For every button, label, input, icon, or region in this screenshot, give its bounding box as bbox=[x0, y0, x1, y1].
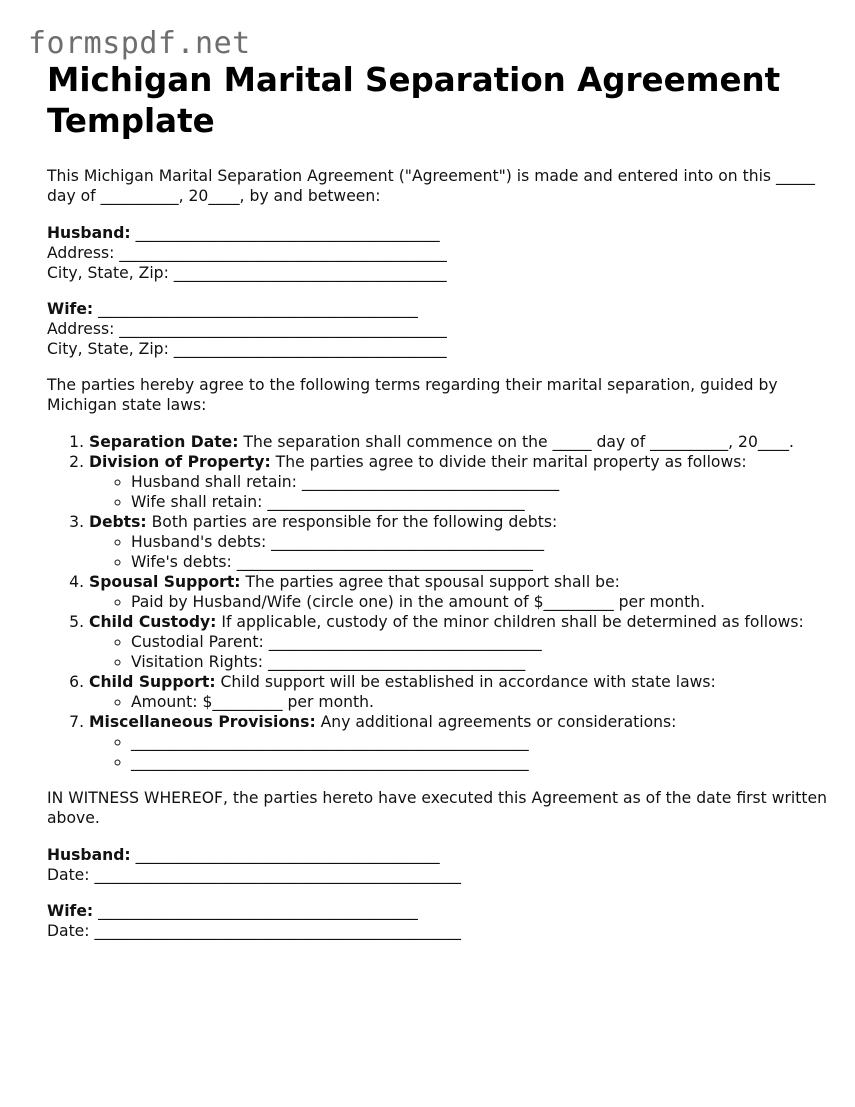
term-sublist bbox=[89, 632, 837, 672]
term-item bbox=[89, 712, 837, 772]
wife-signature-block bbox=[47, 901, 837, 941]
wife-date-line: Date: _______________________________________________ bbox=[47, 922, 461, 940]
term-item bbox=[89, 572, 837, 612]
term-sublist bbox=[89, 532, 837, 572]
term-item bbox=[89, 432, 837, 452]
term-subitem: ◦ Wife's debts: ______________________________________ bbox=[131, 552, 837, 572]
terms-list bbox=[47, 432, 837, 772]
witness-paragraph: IN WITNESS WHEREOF, the parties hereto have executed this Agreement as of the date first written above. bbox=[47, 789, 827, 827]
term-item bbox=[89, 612, 837, 672]
term-subitem: ◦ Visitation Rights: _________________________________ bbox=[131, 652, 837, 672]
term-text: The separation shall commence on the _____ day of __________, 20____. bbox=[238, 433, 795, 451]
term-subitem: ◦ Husband shall retain: _________________________________ bbox=[131, 472, 837, 492]
term-sublist bbox=[89, 692, 837, 712]
husband-signature-block bbox=[47, 845, 837, 885]
term-heading: Debts: bbox=[89, 513, 147, 531]
term-subitem: ◦ ___________________________________________________ bbox=[131, 732, 837, 752]
terms-intro-paragraph: The parties hereby agree to the following terms regarding their marital separation, guided by Michigan state laws: bbox=[47, 376, 778, 414]
term-subitem: ◦ Paid by Husband/Wife (circle one) in the amount of $_________ per month. bbox=[131, 592, 837, 612]
document-title: Michigan Marital Separation Agreement Template bbox=[47, 61, 781, 140]
term-text: Both parties are responsible for the following debts: bbox=[146, 513, 558, 531]
wife-info-block bbox=[47, 299, 837, 359]
term-heading: Miscellaneous Provisions: bbox=[89, 713, 316, 731]
term-item bbox=[89, 672, 837, 712]
wife-name-line bbox=[47, 299, 837, 319]
husband-address-line: Address: __________________________________________ bbox=[47, 244, 447, 262]
wife-address-line: Address: __________________________________________ bbox=[47, 320, 447, 338]
watermark: formspdf.net bbox=[28, 26, 251, 61]
term-subitem: ◦ Custodial Parent: ___________________________________ bbox=[131, 632, 837, 652]
document-body bbox=[47, 60, 837, 957]
term-sublist bbox=[89, 472, 837, 512]
husband-signature-line bbox=[47, 845, 837, 865]
wife-signature-line bbox=[47, 901, 837, 921]
term-text: If applicable, custody of the minor children shall be determined as follows: bbox=[216, 613, 804, 631]
wife-signature-blank: _________________________________________ bbox=[93, 902, 418, 920]
term-item bbox=[89, 452, 837, 512]
term-subitem: ◦ Wife shall retain: _________________________________ bbox=[131, 492, 837, 512]
term-text: Child support will be established in accordance with state laws: bbox=[215, 673, 716, 691]
term-subitem: ◦ Amount: $_________ per month. bbox=[131, 692, 837, 712]
wife-name-blank: _________________________________________ bbox=[93, 300, 418, 318]
term-subitem: ◦ ___________________________________________________ bbox=[131, 752, 837, 772]
term-item bbox=[89, 512, 837, 572]
husband-signature-blank: _______________________________________ bbox=[130, 846, 440, 864]
husband-info-block bbox=[47, 223, 837, 283]
term-text: The parties agree to divide their marital property as follows: bbox=[270, 453, 747, 471]
husband-signature-label: Husband: bbox=[47, 846, 131, 864]
wife-city-line: City, State, Zip: ___________________________________ bbox=[47, 340, 447, 358]
term-subitem: ◦ Husband's debts: ___________________________________ bbox=[131, 532, 837, 552]
term-sublist bbox=[89, 732, 837, 772]
husband-label: Husband: bbox=[47, 224, 131, 242]
husband-city-line: City, State, Zip: ___________________________________ bbox=[47, 264, 447, 282]
husband-date-line: Date: _______________________________________________ bbox=[47, 866, 461, 884]
term-heading: Separation Date: bbox=[89, 433, 239, 451]
wife-label: Wife: bbox=[47, 300, 94, 318]
term-text: The parties agree that spousal support shall be: bbox=[240, 573, 620, 591]
term-heading: Division of Property: bbox=[89, 453, 271, 471]
term-heading: Spousal Support: bbox=[89, 573, 241, 591]
intro-paragraph: This Michigan Marital Separation Agreement ("Agreement") is made and entered into on this _____ day of __________, 20____, by and between: bbox=[47, 167, 815, 205]
husband-name-line bbox=[47, 223, 837, 243]
term-sublist bbox=[89, 592, 837, 612]
term-heading: Child Support: bbox=[89, 673, 216, 691]
husband-name-blank: _______________________________________ bbox=[130, 224, 440, 242]
term-heading: Child Custody: bbox=[89, 613, 217, 631]
term-text: Any additional agreements or considerations: bbox=[315, 713, 677, 731]
wife-signature-label: Wife: bbox=[47, 902, 94, 920]
